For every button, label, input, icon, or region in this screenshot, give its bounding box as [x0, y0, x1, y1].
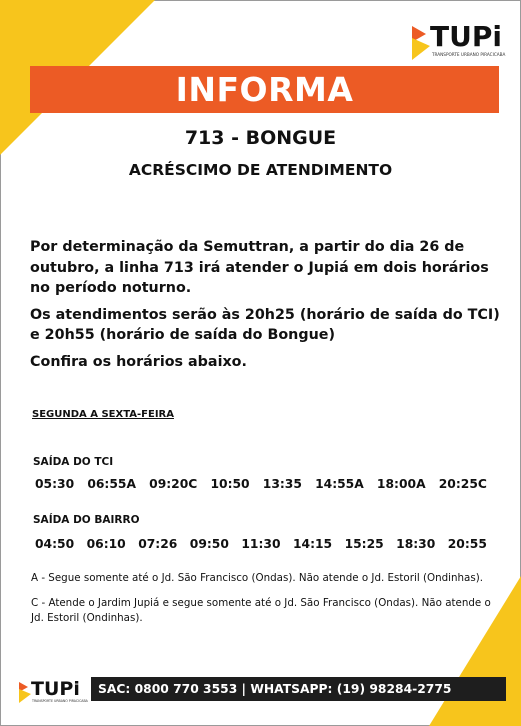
departure-time: 09:20C: [149, 477, 198, 491]
departure-time: 20:55: [447, 537, 487, 551]
footer-logo-arrow-yellow: [19, 689, 31, 703]
departure-time: 20:25C: [438, 477, 487, 491]
departure-time: 15:25: [344, 537, 384, 551]
departure-time: 18:30: [396, 537, 436, 551]
departure-time: 07:26: [138, 537, 178, 551]
footnote-c: C - Atende o Jardim Jupiá e segue somente até o Jd. São Francisco (Ondas). Não atende o Jd. Estoril (Ondinhas).: [31, 597, 491, 624]
footer-logo-tagline: TRANSPORTE URBANO PIRACICABA: [32, 699, 88, 703]
departure-time: 06:55A: [87, 477, 136, 491]
tupi-logo: [410, 16, 510, 62]
notice-body: [30, 237, 500, 378]
line-title: 713 - BONGUE: [184, 127, 337, 149]
body-paragraph: Por determinação da Semuttran, a partir do dia 26 de outubro, a linha 713 irá atender o Jupiá em dois horários no período noturno.: [30, 239, 489, 296]
group-label-tci: SAÍDA DO TCI: [33, 456, 114, 468]
body-paragraph: Os atendimentos serão às 20h25 (horário de saída do TCI) e 20h55 (horário de saída do Bongue): [30, 306, 500, 343]
footer-logo-wordmark: TUPi: [31, 678, 80, 700]
schedule-section-heading: SEGUNDA A SEXTA-FEIRA: [32, 409, 174, 420]
informa-banner: INFORMA: [30, 66, 499, 113]
times-row-tci: [35, 477, 487, 491]
logo-tagline: TRANSPORTE URBANO PIRACICABA: [432, 52, 506, 57]
departure-time: 06:10: [86, 537, 126, 551]
departure-time: 18:00A: [376, 477, 426, 491]
tupi-footer-logo: [18, 675, 88, 705]
notice-subtitle: ACRÉSCIMO DE ATENDIMENTO: [128, 161, 393, 179]
departure-time: 11:30: [241, 537, 281, 551]
departure-time: 13:35: [262, 477, 302, 491]
departure-time: 04:50: [35, 537, 75, 551]
departure-time: 05:30: [35, 477, 75, 491]
times-row-bairro: [35, 537, 487, 551]
departure-time: 14:55A: [315, 477, 364, 491]
departure-time: 09:50: [189, 537, 229, 551]
body-paragraph: Confira os horários abaixo.: [30, 353, 247, 370]
logo-wordmark: TUPi: [430, 20, 502, 53]
group-label-bairro: SAÍDA DO BAIRRO: [33, 514, 140, 526]
footer-contact: SAC: 0800 770 3553 | WHATSAPP: (19) 98284-2775: [98, 682, 452, 696]
footnote-a: A - Segue somente até o Jd. São Francisco (Ondas). Não atende o Jd. Estoril (Ondinhas).: [31, 572, 484, 584]
departure-time: 10:50: [210, 477, 250, 491]
logo-arrow-yellow: [412, 38, 430, 60]
departure-time: 14:15: [292, 537, 333, 551]
